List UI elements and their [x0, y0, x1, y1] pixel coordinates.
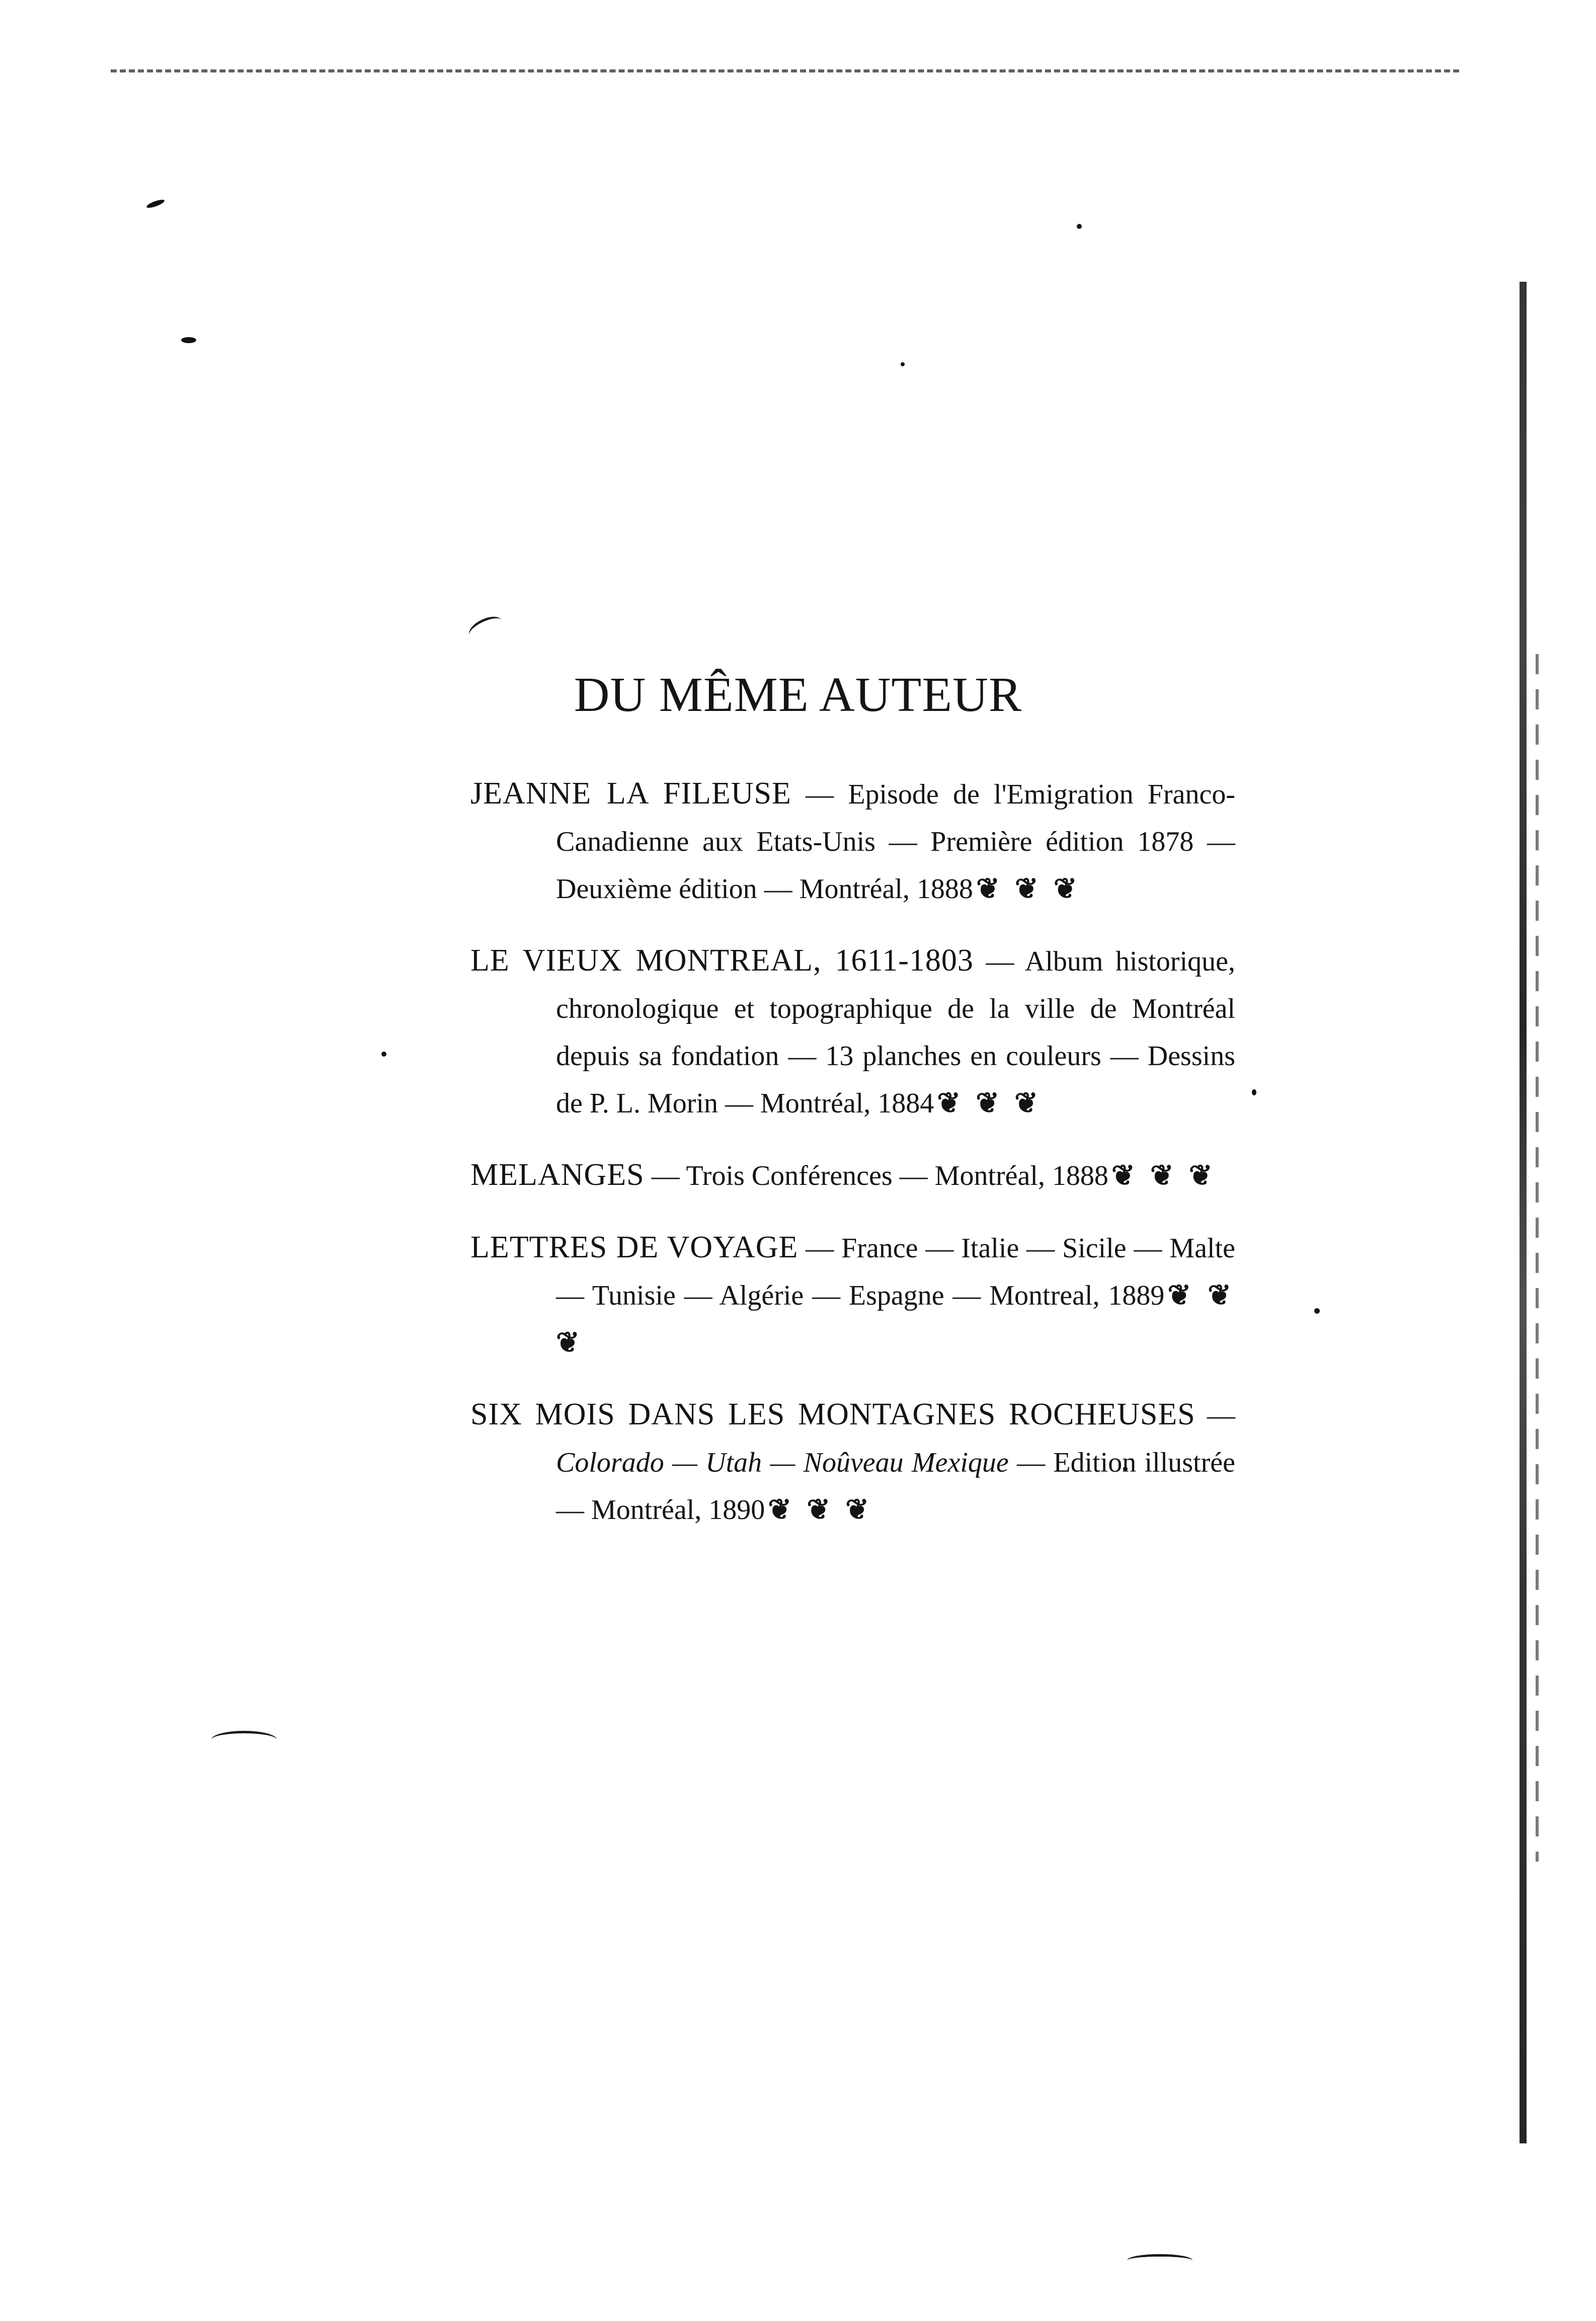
scan-speck — [381, 1052, 386, 1057]
bibliography-entry — [470, 937, 1235, 1127]
bibliography-entry — [470, 1151, 1235, 1199]
scan-speck — [1314, 1308, 1320, 1314]
bibliography-list — [470, 770, 1235, 1558]
scan-binding-edge — [1520, 282, 1527, 2143]
ornament-icon: ❦ ❦ ❦ — [556, 1280, 1236, 1358]
scan-speck — [901, 362, 905, 366]
scan-scratch — [1127, 2254, 1192, 2267]
scan-speck — [145, 198, 165, 209]
ornament-icon: ❦ ❦ ❦ — [1111, 1160, 1217, 1191]
scan-scratch — [211, 1731, 277, 1748]
bibliography-entry — [470, 1391, 1235, 1534]
entry-title: LETTRES DE VOYAGE — [470, 1230, 799, 1264]
ornament-icon: ❦ ❦ ❦ — [976, 873, 1081, 905]
scan-binding-shadow — [1536, 654, 1539, 1862]
scan-scratch — [466, 612, 505, 643]
scan-top-rule — [111, 69, 1459, 72]
bibliography-entry — [470, 1224, 1235, 1367]
entry-title: SIX MOIS DANS LES MONTAGNES ROCHEUSES — [470, 1397, 1195, 1431]
page-heading: DU MÊME AUTEUR — [574, 668, 1022, 722]
entry-description-separator: — — [1195, 1400, 1236, 1431]
entry-description-italic: Colorado — Utah — Noûveau Mexique — [556, 1447, 1009, 1478]
entry-title: JEANNE LA FILEUSE — [470, 776, 791, 811]
bibliography-entry — [470, 770, 1235, 913]
entry-title: MELANGES — [470, 1158, 645, 1192]
ornament-icon: ❦ ❦ ❦ — [937, 1088, 1043, 1119]
entry-description: — Episode de l'Emigration Franco-Canadienne aux Etats-Unis — Première édition 1878 — Deuxième édition — Montréal, 1888 — [556, 779, 1236, 905]
entry-title: LE VIEUX MONTREAL, 1611-1803 — [470, 943, 974, 978]
entry-description: — Edition illustrée — Montréal, 1890 — [556, 1447, 1235, 1526]
entry-description: — Trois Conférences — Montréal, 1888 — [644, 1160, 1108, 1191]
scan-speck — [1077, 224, 1082, 229]
scan-speck — [1252, 1089, 1256, 1095]
entry-description: — Album historique, chronologique et topographique de la ville de Montréal depuis sa fondation — 13 planches en couleurs — Dessins de P. L. Morin — Montréal, 1884 — [556, 946, 1235, 1119]
scan-speck — [181, 337, 196, 343]
entry-description: — France — Italie — Sicile — Malte — Tunisie — Algérie — Espagne — Montreal, 1889 — [556, 1233, 1236, 1311]
ornament-icon: ❦ ❦ ❦ — [768, 1494, 873, 1526]
